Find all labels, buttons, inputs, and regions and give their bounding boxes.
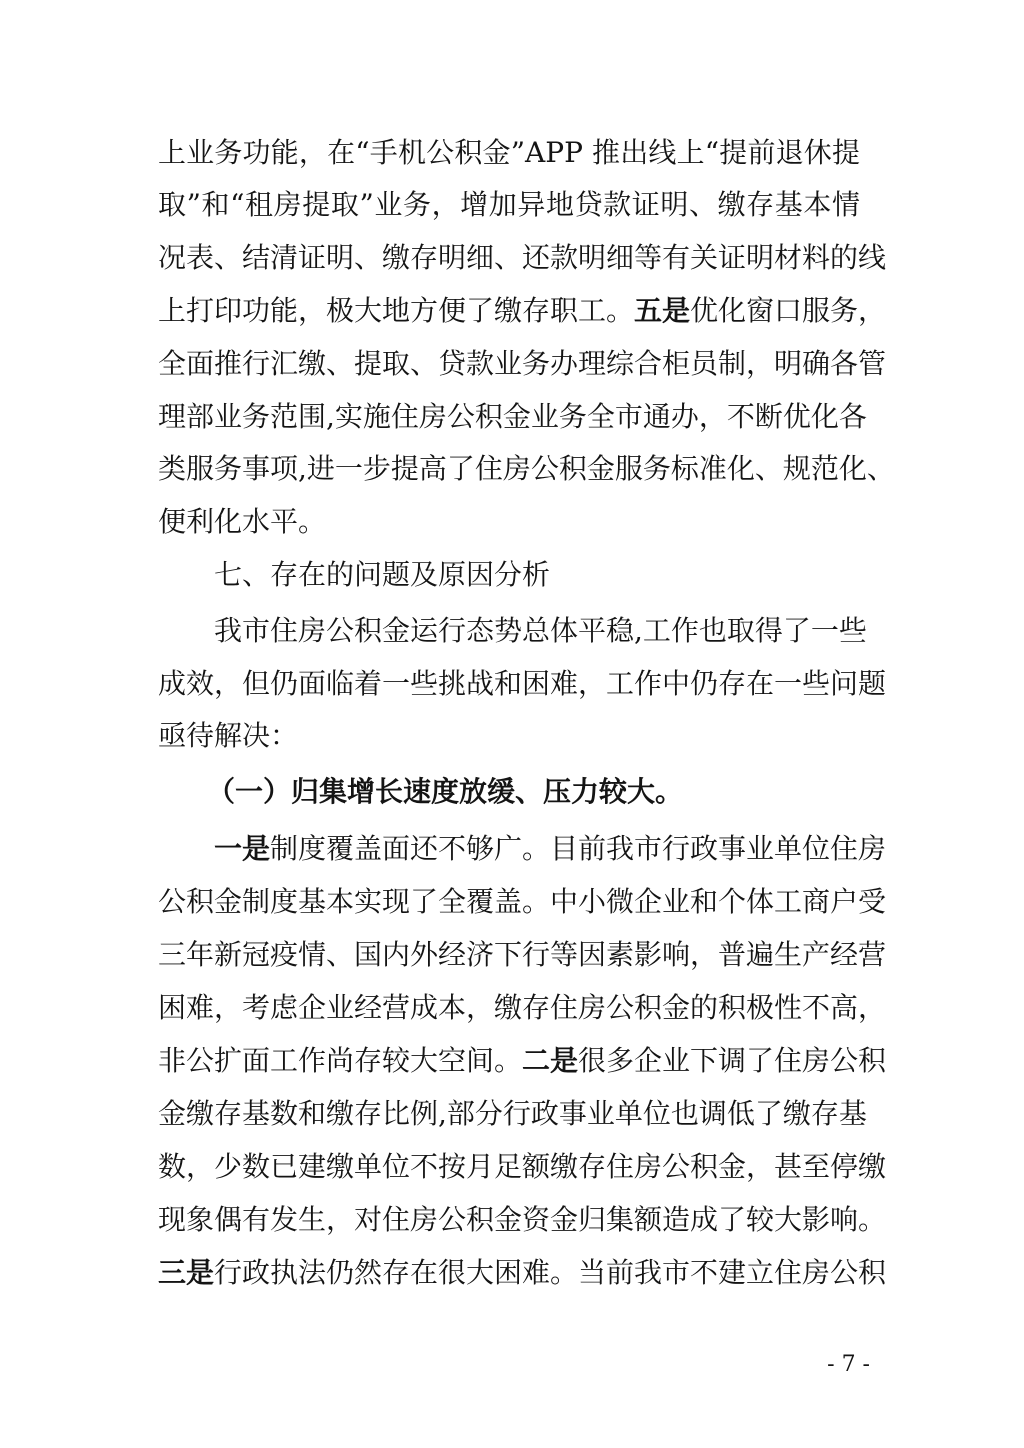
bold-lead: 一是 [214, 832, 271, 865]
page-number: - 7 - [827, 1352, 870, 1377]
paragraph-line: 理部业务范围,实施住房公积金业务全市通办，不断优化各 [158, 400, 867, 433]
line-text: 行政执法仍然存在很大困难。当前我市不建立住房公积 [214, 1256, 887, 1289]
paragraph-line [158, 291, 887, 331]
bold-lead: 三是 [158, 1256, 215, 1289]
paragraph-line: 我市住房公积金运行态势总体平稳,工作也取得了一些 [214, 614, 867, 647]
bold-lead: 五是 [634, 294, 691, 327]
section-heading: 七、存在的问题及原因分析 [214, 558, 551, 591]
subsection-heading: （一）归集增长速度放缓、压力较大。 [207, 775, 684, 808]
line-text: 很多企业下调了住房公积 [578, 1044, 887, 1077]
paragraph-line: 三年新冠疫情、国内外经济下行等因素影响，普遍生产经营 [158, 938, 887, 971]
paragraph-line: 类服务事项,进一步提高了住房公积金服务标准化、规范化、 [158, 452, 895, 485]
line-text: 非公扩面工作尚存较大空间。 [158, 1044, 523, 1077]
paragraph-line: 全面推行汇缴、提取、贷款业务办理综合柜员制，明确各管 [158, 347, 887, 380]
paragraph-line: 亟待解决： [158, 719, 299, 752]
paragraph-line [158, 1253, 887, 1293]
paragraph-line: 成效，但仍面临着一些挑战和困难，工作中仍存在一些问题 [158, 667, 887, 700]
paragraph-line [214, 829, 887, 869]
paragraph-line: 取”和“租房提取”业务，增加异地贷款证明、缴存基本情 [158, 188, 860, 221]
paragraph-line: 况表、结清证明、缴存明细、还款明细等有关证明材料的线 [158, 241, 887, 274]
line-text: 上打印功能，极大地方便了缴存职工。 [158, 294, 635, 327]
paragraph-line: 数，少数已建缴单位不按月足额缴存住房公积金，甚至停缴 [158, 1150, 887, 1183]
paragraph-line: 现象偶有发生，对住房公积金资金归集额造成了较大影响。 [158, 1203, 887, 1236]
line-text: 优化窗口服务， [690, 294, 887, 327]
paragraph-line [158, 1041, 887, 1081]
paragraph-line: 公积金制度基本实现了全覆盖。中小微企业和个体工商户受 [158, 885, 887, 918]
line-text: 制度覆盖面还不够广。目前我市行政事业单位住房 [270, 832, 887, 865]
bold-lead: 二是 [522, 1044, 579, 1077]
paragraph-line: 便利化水平。 [158, 505, 327, 538]
paragraph-line: 困难，考虑企业经营成本，缴存住房公积金的积极性不高， [158, 991, 887, 1024]
paragraph-line: 金缴存基数和缴存比例,部分行政事业单位也调低了缴存基 [158, 1097, 867, 1130]
paragraph-line: 上业务功能，在“手机公积金”APP 推出线上“提前退休提 [158, 136, 860, 169]
